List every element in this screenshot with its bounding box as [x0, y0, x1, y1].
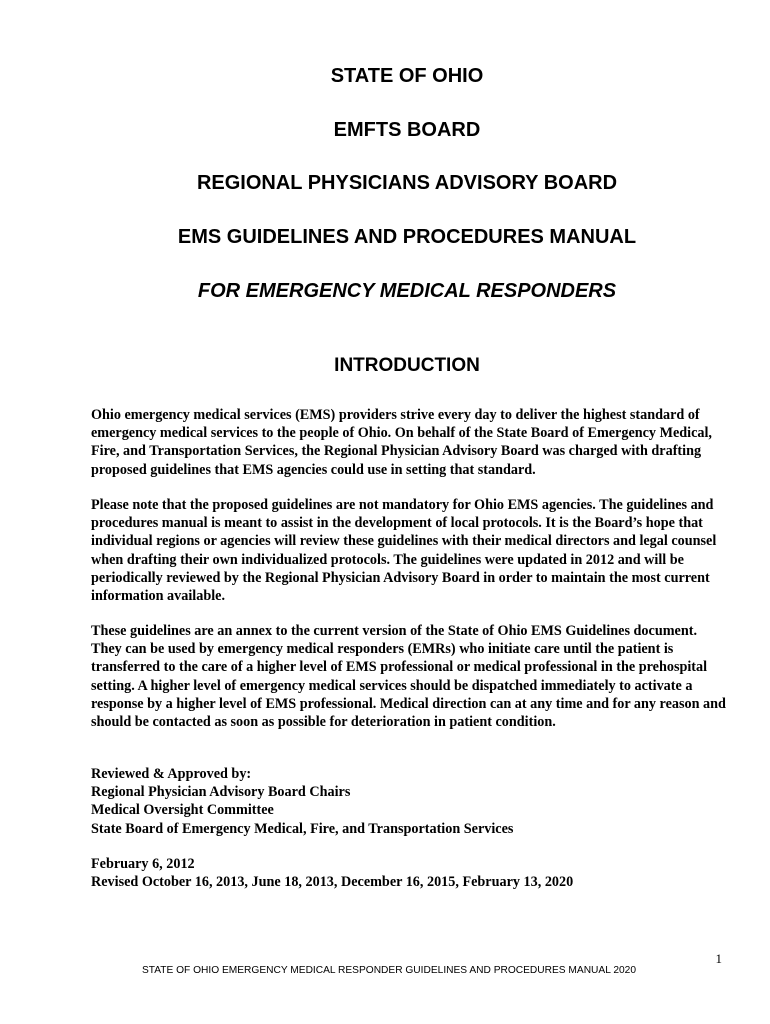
original-date: February 6, 2012 [91, 856, 195, 872]
title-state: STATE OF OHIO [330, 65, 484, 87]
approval-entity: Regional Physician Advisory Board Chairs [91, 784, 351, 801]
approval-entity: Medical Oversight Committee [91, 802, 274, 819]
intro-paragraph-1: Ohio emergency medical services (EMS) providers strive every day to deliver the highest standard of emergency medical services to the people of Ohio. On behalf of the State Board of Emergency Medical, Fire, and Transportation Services, the Regional Physician Advisory Board was charged with drafting proposed guidelines that EMS agencies could use in setting that standard. [91, 407, 712, 478]
revision-dates: Revised October 16, 2013, June 18, 2013, December 16, 2015, February 13, 2020 [91, 874, 574, 891]
page-number: 1 [715, 951, 722, 966]
approval-label: Reviewed & Approved by: [91, 766, 252, 782]
dates-block [91, 855, 731, 891]
intro-paragraph-2: Please note that the proposed guidelines are not mandatory for Ohio EMS agencies. The guidelines and procedures manual is meant to assist in the development of local protocols. It is the Board’s hope that individual regions or agencies will review these guidelines with their medical directors and legal counsel when drafting their own individualized protocols. The guidelines were updated in 2012 and will be periodically reviewed by the Regional Physician Advisory Board in order to maintain the most current information available. [91, 497, 717, 605]
title-audience: FOR EMERGENCY MEDICAL RESPONDERS [197, 280, 617, 302]
page-footer: STATE OF OHIO EMERGENCY MEDICAL RESPONDER GUIDELINES AND PROCEDURES MANUAL 2020 [141, 965, 636, 976]
title-manual: EMS GUIDELINES AND PROCEDURES MANUAL [177, 226, 637, 248]
approval-block [91, 765, 731, 838]
intro-paragraph-3: These guidelines are an annex to the current version of the State of Ohio EMS Guidelines document. They can be used by emergency medical responders (EMRs) who initiate care until the patient is transferred to the care of a higher level of EMS professional or medical professional in the prehospital setting. A higher level of emergency medical services should be dispatched immediately to activate a response by a higher level of EMS professional. Medical direction can at any time and for any reason and should be contacted as soon as possible for deterioration in patient condition. [91, 623, 726, 731]
title-advisory-board: REGIONAL PHYSICIANS ADVISORY BOARD [196, 172, 618, 194]
section-heading-introduction: INTRODUCTION [334, 355, 480, 376]
title-board: EMFTS BOARD [333, 119, 481, 141]
approval-entity: State Board of Emergency Medical, Fire, and Transportation Services [91, 820, 514, 837]
